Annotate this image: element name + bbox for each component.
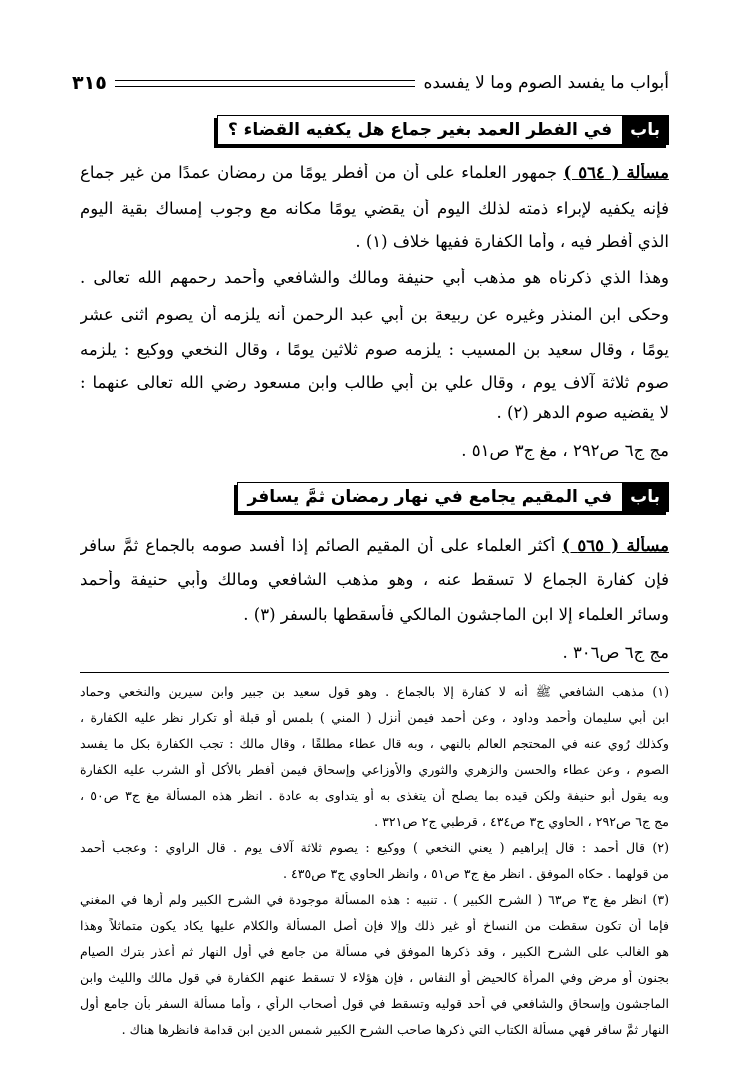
section-title: في الفطر العمد بغير جماع هل يكفيه القضاء ؟ bbox=[227, 120, 613, 140]
footnote-line: فإما أن تكون سقطت من النساخ أو غير ذلك وإلا فإن أصل المسألة والكلام عليها يكاد يكون متماثلاً وهذا bbox=[80, 918, 669, 933]
section-title: في المقيم يجامع في نهار رمضان ثمَّ يسافر bbox=[247, 487, 613, 507]
text-line: جمهور العلماء على أن من أفطر يومًا من رمضان عمدًا من غير جماع bbox=[80, 163, 557, 182]
running-head-rule bbox=[115, 80, 416, 87]
issue-564-line-4: وهذا الذي ذكرناه هو مذهب أبي حنيفة ومالك والشافعي وأحمد رحمهم الله تعالى . bbox=[80, 268, 669, 287]
section-heading-2 bbox=[237, 482, 669, 512]
issue-565-line-2: فإن كفارة الجماع لا تسقط عنه ، وهو مذهب الشافعي ومالك وأبي حنيفة وأحمد bbox=[80, 570, 669, 589]
issue-565-line-3: وسائر العلماء إلا ابن الماجشون المالكي فأسقطها بالسفر (٣) . bbox=[243, 605, 669, 624]
section-heading-1 bbox=[217, 115, 669, 145]
footnote-line: من قولهما . حكاه الموفق . انظر مغ ج٣ ص٥١ ، وانظر الحاوي ج٣ ص٤٣٥ . bbox=[282, 866, 669, 881]
issue-564-line-8: لا يقضيه صوم الدهر (٢) . bbox=[496, 403, 669, 422]
issue-564-line-3: الذي أفطر فيه ، وأما الكفارة ففيها خلاف (١) . bbox=[355, 232, 669, 251]
footnote-line: ابن أبي سليمان وأحمد وداود ، وعن أحمد فيمن أنزل ( المني ) بلمس أو قبلة أو تكرار نظر عليه الكفارة ، bbox=[80, 710, 669, 725]
issue-565-reference: مج ج٦ ص٣٠٦ . bbox=[562, 643, 669, 662]
issue-564-reference: مج ج٦ ص٢٩٢ ، مغ ج٣ ص٥١ . bbox=[461, 441, 669, 460]
page-number: ٣١٥ bbox=[72, 72, 107, 94]
issue-number: مسألة ( ٥٦٤ ) bbox=[563, 163, 669, 182]
footnote-line: (١) مذهب الشافعي ﷺ أنه لا كفارة إلا بالجماع . وهو قول سعيد بن جبير وابن سيرين والنخعي وحماد bbox=[80, 684, 669, 699]
footnote-line: الماجشون وإسحاق والشافعي في أحد قوليه وتسقط في قول أصحاب الرأي ، وأما مسألة السفر بأن جامع أول bbox=[80, 996, 669, 1011]
issue-564-line-2: فإنه يكفيه لإبراء ذمته لذلك اليوم أن يقضي يومًا مكانه مع وجوب إمساك بقية اليوم bbox=[80, 199, 669, 218]
issue-564-line-1 bbox=[80, 163, 669, 182]
running-head-title: أبواب ما يفسد الصوم وما لا يفسده bbox=[423, 73, 669, 93]
footnote-line: بجنون أو مرض وفي المرأة كالحيض أو النفاس ، فإن هؤلاء لا تسقط عنهم الكفارة في قول مالك والليث وابن bbox=[80, 970, 669, 985]
footnote-line: مج ج٦ ص٢٩٢ ، الحاوي ج٣ ص٤٣٤ ، قرطبي ج٢ ص٣٢١ . bbox=[374, 814, 669, 829]
issue-565-line-1 bbox=[80, 536, 669, 555]
footnote-line: النهار ثمَّ سافر فهي مسألة الكتاب التي ذكرها صاحب الشرح الكبير شمس الدين ابن قدامة فانظرها هناك . bbox=[121, 1022, 669, 1037]
footnote-line: وكذلك رُوي عنه في المحتجم العالم بالنهي ، وبه قال عطاء مطلقًا ، وقال مالك : تجب الكفارة بكل ما يفسد bbox=[80, 736, 669, 751]
issue-564-line-7: صوم ثلاثة آلاف يوم ، وقال علي بن أبي طالب وابن مسعود رضي الله تعالى عنهما : bbox=[80, 373, 669, 392]
section-label: باب bbox=[622, 483, 668, 511]
footnote-line: (٣) انظر مغ ج٣ ص٦٣ ( الشرح الكبير ) . تنبيه : هذه المسألة موجودة في الشرح الكبير ولم أرها في المغني bbox=[80, 892, 669, 907]
footnote-line: هو الغالب على الشرح الكبير ، وقد ذكرها الموفق في مسألة من جامع في أول النهار ثم أُعذر بترك الصيام bbox=[80, 944, 669, 959]
footnote-line: وبه يقول أبو حنيفة ولكن قيده بما يصلح أن يتغذى به أو يتداوى به عادة . انظر هذه المسألة مغ ج٣ ص٥٠ ، bbox=[80, 788, 669, 803]
text-line: أكثر العلماء على أن المقيم الصائم إذا أفسد صومه بالجماع ثمَّ سافر bbox=[80, 536, 556, 555]
issue-564-line-6: يومًا ، وقال سعيد بن المسيب : يلزمه صوم ثلاثين يومًا ، وقال النخعي ووكيع : يلزمه bbox=[80, 340, 669, 359]
footnote-line: الصوم ، وعن عطاء والحسن والزهري والثوري والأوزاعي وإسحاق فيمن أفطر بالأكل أو الشرب عليه الكفارة bbox=[80, 762, 669, 777]
footnote-line: (٢) قال أحمد : قال إبراهيم ( يعني النخعي ) ووكيع : يصوم ثلاثة آلاف يوم . قال الراوي : وعجب أحمد bbox=[80, 840, 669, 855]
issue-number: مسألة ( ٥٦٥ ) bbox=[562, 536, 669, 555]
issue-564-line-5: وحكى ابن المنذر وغيره عن ربيعة بن أبي عبد الرحمن أنه يلزمه أن يصوم اثنى عشر bbox=[80, 305, 669, 324]
section-label: باب bbox=[622, 116, 668, 144]
running-head bbox=[72, 70, 669, 96]
footnote-separator bbox=[80, 672, 669, 673]
